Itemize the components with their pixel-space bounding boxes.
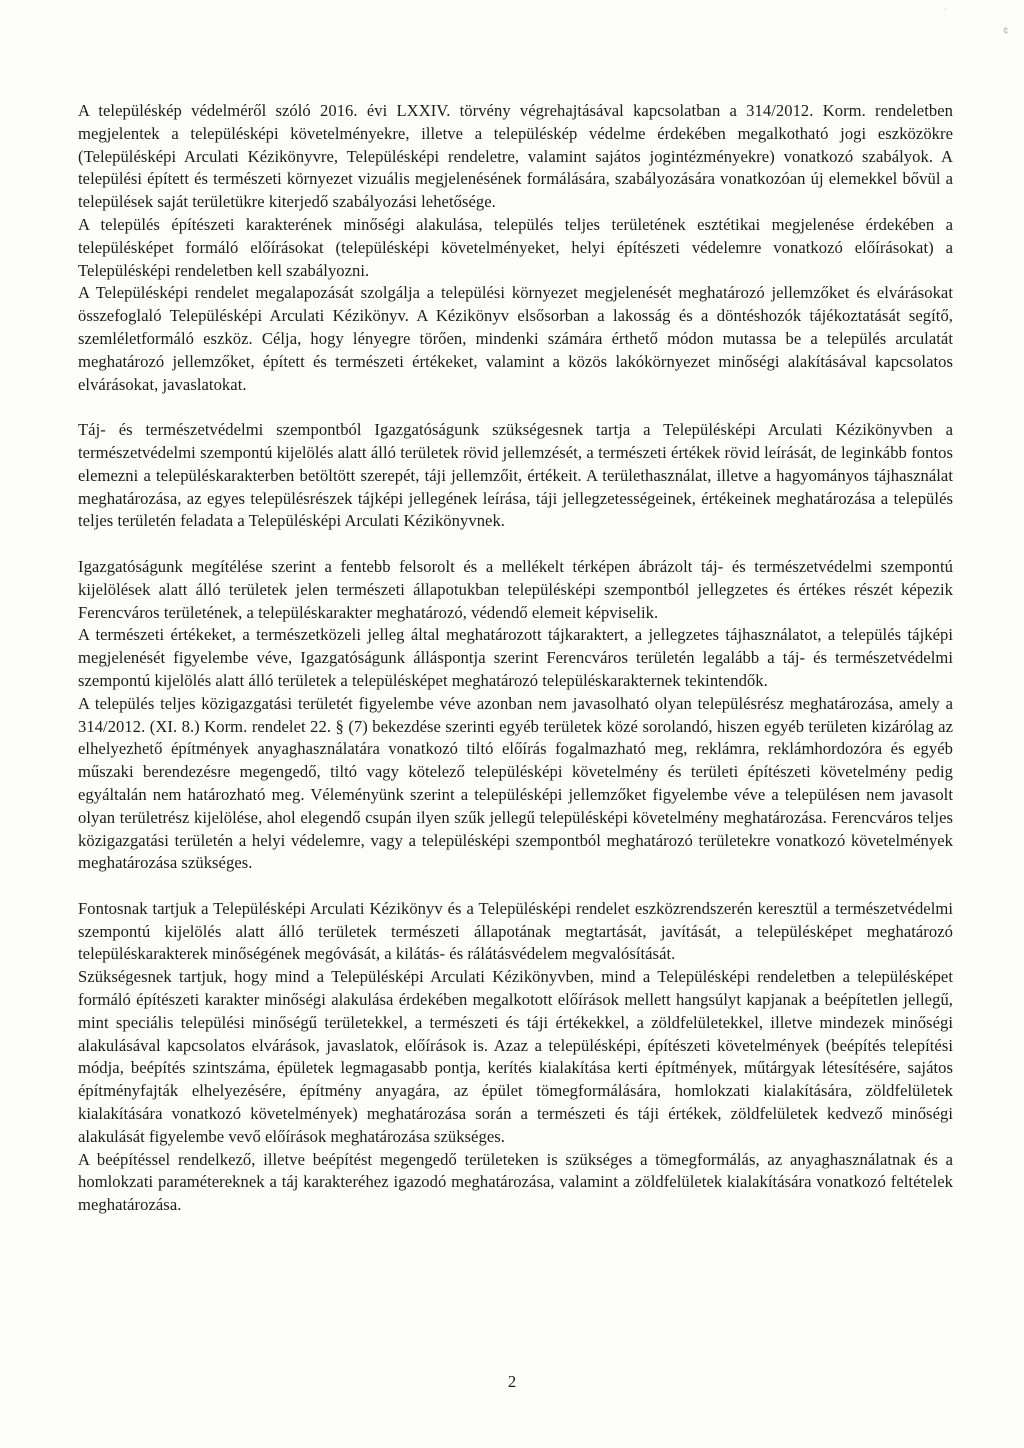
paragraph-spacer xyxy=(78,875,953,898)
paragraph: Szükségesnek tartjuk, hogy mind a Településképi Arculati Kézikönyvben, mind a Településképi rendeletben a településképet formáló építészeti karakter minőségi alakulása érdekében megalkotott előírások mellett hangsúlyt kapjanak a beépítetlen jellegű, mint speciális települési minőségű területekkel, a természeti és táji értékekkel, a zöldfelületekkel, illetve mindezek minőségi alakulásával kapcsolatos elvárások, javaslatok, előírások is. Azaz a településképi, építészeti követelmények (beépítés telepítési módja, beépítés szintszáma, épületek legmagasabb pontja, kerítés kialakítása kerti építmények, műtárgyak létesítésére, sajátos építményfajták elhelyezésére, építmény anyagára, az épület tömegformálására, homlokzati kialakítására, zöldfelületek kialakítására vonatkozó követelmények) meghatározása során a természeti és táji értékek, zöldfelületek kedvező minőségi alakulását figyelembe vevő előírások meghatározása szükséges. xyxy=(78,967,953,1146)
paragraph: Fontosnak tartjuk a Településképi Arculati Kézikönyv és a Településképi rendelet eszközrendszerén keresztül a természetvédelmi szempontú kijelölés alatt álló területek természeti állapotának megtartását, javítását, a településképet meghatározó településkarakterek minőségének megóvását, a kilátás- és rálátásvédelem megvalósítását. xyxy=(78,898,953,964)
paragraph: A településkép védelméről szóló 2016. évi LXXIV. törvény végrehajtásával kapcsolatban a 314/2012. Korm. rendeletben megjelentek a településképi követelményekre, illetve a településkép védelme érdekében megalkotható jogi eszközökre (Településképi Arculati Kézikönyvre, Településképi rendeletre, valamint sajátos jogintézményekre) vonatkozó szabályok. A települési épített és természeti környezet vizuális megjelenésének formálására, szabályozására vonatkozóan új elemekkel bővül a települések saját területükre kiterjedő szabályozási lehetősége. xyxy=(78,101,953,212)
paragraph-spacer xyxy=(78,396,953,419)
paragraph: A beépítéssel rendelkező, illetve beépítést megengedő területeken is szükséges a tömegformálás, az anyaghasználatnak és a homlokzati paramétereknek a táj karakteréhez igazodó meghatározása, valamint a zöldfelületek kialakítására vonatkozó feltételek meghatározása. xyxy=(78,1149,953,1215)
paragraph: Igazgatóságunk megítélése szerint a fentebb felsorolt és a mellékelt térképen ábrázolt táj- és természetvédelmi szempontú kijelölések alatt álló területek jelen természeti állapotukban településképi szempontból jellegzetes és értékes részét képezik Ferencváros területének, a településkarakter meghatározó, védendő elemeit képviselik. xyxy=(78,556,953,622)
paragraph: A település építészeti karakterének minőségi alakulása, település teljes területének esztétikai megjelenése érdekében a településképet formáló előírásokat (településképi követelményeket, helyi építészeti védelemre vonatkozó előírásokat) a Településképi rendeletben kell szabályozni. xyxy=(78,214,953,280)
scan-speck: · xyxy=(944,4,948,15)
paragraph: A település teljes közigazgatási területét figyelembe véve azonban nem javasolható olyan településrész meghatározása, amely a 314/2012. (XI. 8.) Korm. rendelet 22. § (7) bekezdése szerinti egyéb területek közé sorolandó, hiszen egyéb területen kizárólag az elhelyezhető építmények anyaghasználatára vonatkozó tiltó előírás fogalmazható meg, reklámra, reklámhordozóra és egyéb műszaki berendezésre megengedő, tiltó vagy kötelező településképi követelmény és területi építészeti követelmény pedig egyáltalán nem határozható meg. Véleményünk szerint a településképi jellemzőket figyelembe véve a településen nem javasolt olyan területrész kijelölése, ahol elegendő csupán ilyen szűk jellegű településképi követelmény meghatározása. Ferencváros teljes közigazgatási területén a helyi védelemre, vagy a településképi szempontból meghatározó területekre vonatkozó követelmények meghatározása szükséges. xyxy=(78,693,953,873)
document-body xyxy=(78,100,953,1217)
scan-speck: ¢ xyxy=(1003,26,1009,37)
paragraph: Táj- és természetvédelmi szempontból Igazgatóságunk szükségesnek tartja a Településképi Arculati Kézikönyvben a természetvédelmi szempontú kijelölés alatt álló területek rövid jellemzését, a természeti értékek rövid leírását, de leginkább fontos elemezni a településkarakterben betöltött szerepét, táji jellemzőit, értékeit. A területhasználat, illetve a hagyományos tájhasználat meghatározása, az egyes településrészek tájképi jellegének leírása, táji jellegzetességeinek, értékeinek meghatározása a település teljes területén feladata a Településképi Arculati Kézikönyvnek. xyxy=(78,420,953,531)
page-number: 2 xyxy=(507,1372,517,1391)
paragraph: A Településképi rendelet megalapozását szolgálja a települési környezet megjelenését meghatározó jellemzőket és elvárásokat összefoglaló Településképi Arculati Kézikönyv. A Kézikönyv elsősorban a lakosság és a döntéshozók tájékoztatását segítő, szemléletformáló eszköz. Célja, hogy lényegre törően, mindenki számára érthető módon mutassa be a település arculatát meghatározó jellemzőket, épített és természeti értékeket, valamint a közös lakókörnyezet minőségi alakításával kapcsolatos elvárásokat, javaslatokat. xyxy=(78,283,953,394)
paragraph-spacer xyxy=(78,533,953,556)
paragraph: A természeti értékeket, a természetközeli jelleg által meghatározott tájkaraktert, a jellegzetes tájhasználatot, a település tájképi megjelenését figyelembe véve, Igazgatóságunk álláspontja szerint Ferencváros területén legalább a táj- és természetvédelmi szempontú kijelölés alatt álló területek a településképet meghatározó településkarakternek tekintendők. xyxy=(78,625,953,690)
